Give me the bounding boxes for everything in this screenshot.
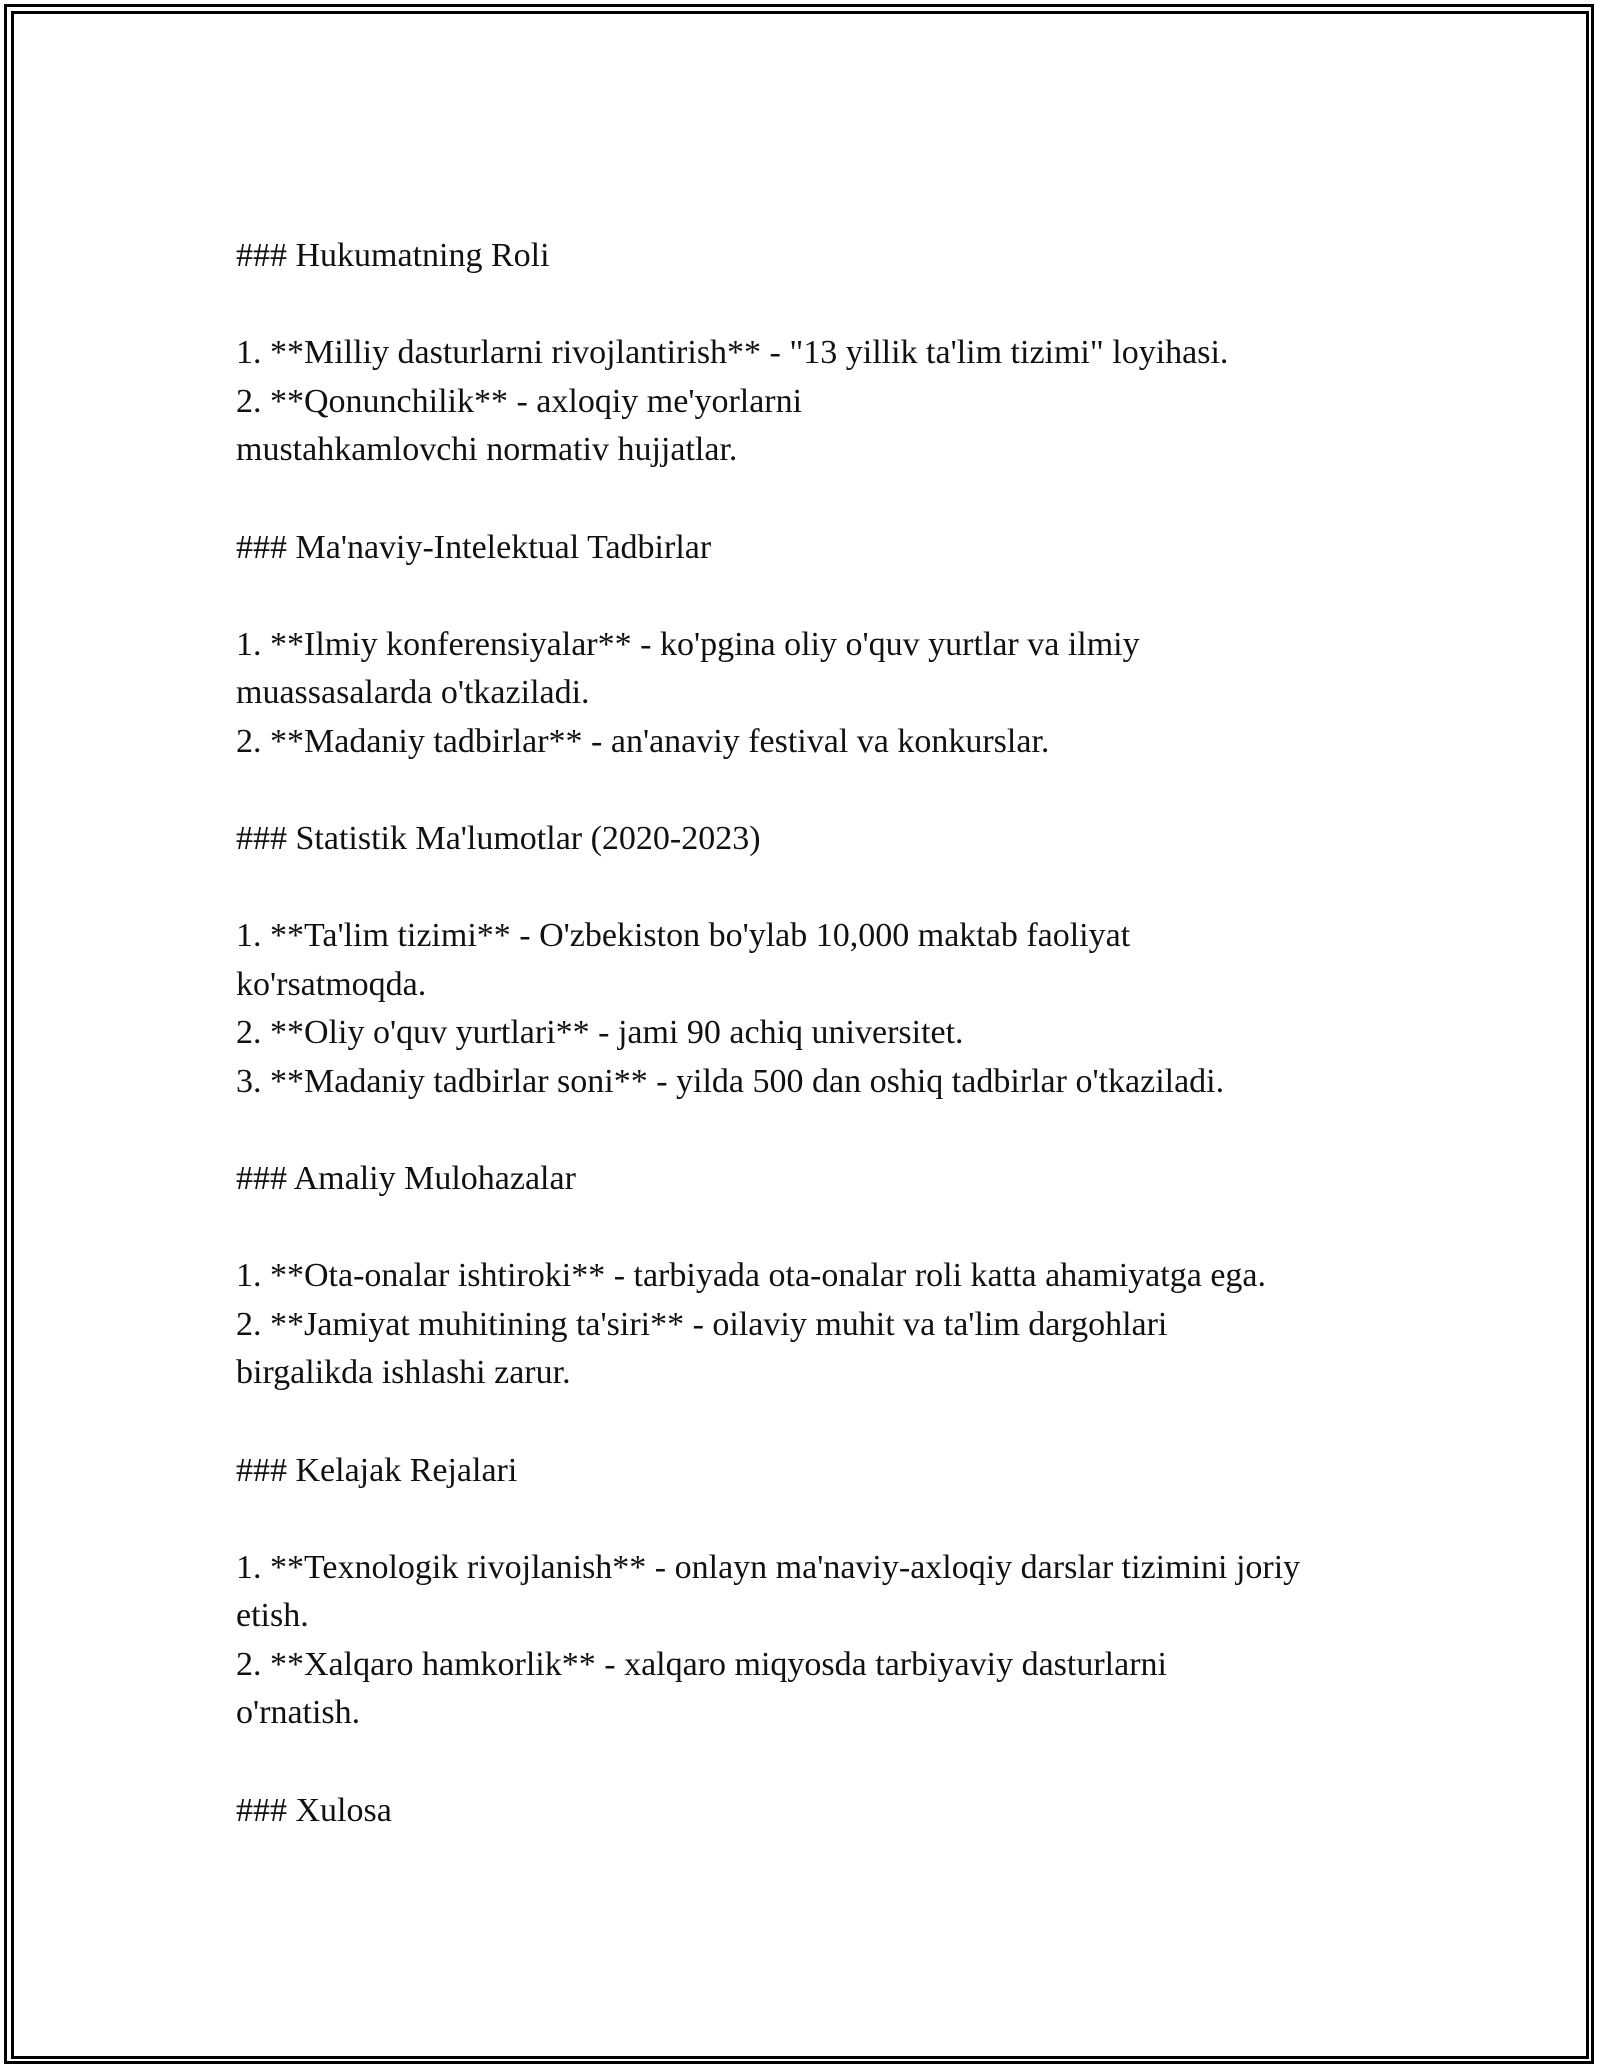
list-item: 1. **Ota-onalar ishtiroki** - tarbiyada ota-onalar roli katta ahamiyatga ega.	[236, 1257, 1266, 1294]
list-item: 2. **Oliy o'quv yurtlari** - jami 90 achiq universitet.	[236, 1014, 964, 1051]
section-statistik-malumotlar	[236, 815, 1366, 1106]
document-body	[236, 232, 1366, 1835]
section-amaliy-mulohazalar	[236, 1155, 1366, 1398]
section-hukumatning-roli	[236, 232, 1366, 475]
section-manaviy-intelektual-tadbirlar	[236, 524, 1366, 767]
list-item: 2. **Xalqaro hamkorlik** - xalqaro miqyosda tarbiyaviy dasturlarni o'rnatish.	[236, 1645, 1167, 1731]
numbered-list	[236, 1544, 1366, 1738]
section-heading: ### Amaliy Mulohazalar	[236, 1160, 576, 1197]
section-heading: ### Hukumatning Roli	[236, 237, 550, 274]
list-item: 1. **Texnologik rivojlanish** - onlayn ma'naviy-axloqiy darslar tizimini joriy etish.	[236, 1548, 1301, 1634]
section-heading: ### Kelajak Rejalari	[236, 1451, 518, 1489]
list-item: 2. **Jamiyat muhitining ta'siri** - oilaviy muhit va ta'lim dargohlari birgalikda ishlashi zarur.	[236, 1305, 1168, 1391]
section-xulosa	[236, 1787, 1366, 1836]
list-item: 2. **Madaniy tadbirlar** - an'anaviy festival va konkurslar.	[236, 722, 1050, 760]
numbered-list	[236, 912, 1366, 1106]
section-heading: ### Xulosa	[236, 1791, 392, 1829]
section-heading: ### Ma'naviy-Intelektual Tadbirlar	[236, 528, 712, 566]
list-item: 1. **Ta'lim tizimi** - O'zbekiston bo'ylab 10,000 maktab faoliyat ko'rsatmoqda.	[236, 917, 1131, 1003]
section-kelajak-rejalari	[236, 1447, 1366, 1738]
section-heading: ### Statistik Ma'lumotlar (2020-2023)	[236, 820, 761, 857]
list-item: 1. **Ilmiy konferensiyalar** - ko'pgina oliy o'quv yurtlar va ilmiy muassasalarda o'tkaziladi.	[236, 625, 1140, 711]
numbered-list	[236, 621, 1366, 767]
list-item: 1. **Milliy dasturlarni rivojlantirish** - "13 yillik ta'lim tizimi" loyihasi.	[236, 334, 1229, 371]
numbered-list	[236, 329, 1366, 475]
numbered-list	[236, 1252, 1366, 1398]
list-item: 3. **Madaniy tadbirlar soni** - yilda 500 dan oshiq tadbirlar o'tkaziladi.	[236, 1062, 1225, 1100]
list-item: 2. **Qonunchilik** - axloqiy me'yorlarni mustahkamlovchi normativ hujjatlar.	[236, 382, 803, 468]
